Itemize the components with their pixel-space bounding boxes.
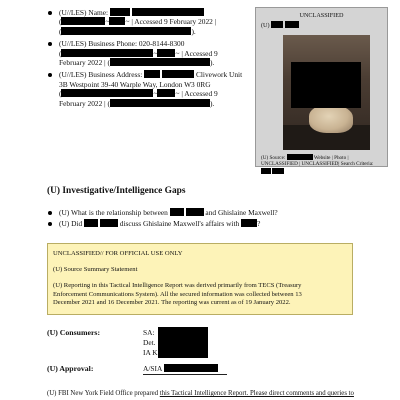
consumers-label: (U) Consumers: (47, 328, 101, 337)
redaction-bar (287, 154, 313, 160)
subject-photo (283, 35, 370, 150)
access-date-text: | Accessed 9 February 2022 | (131, 17, 217, 27)
redaction-bar (261, 168, 271, 174)
redaction-bar (241, 219, 257, 227)
redaction-bar (132, 8, 204, 16)
caption-text: (U) Source: (261, 155, 286, 161)
summary-title: (U) Source Summary Statement (53, 266, 138, 273)
source-summary-box (47, 243, 353, 315)
photo-hand (309, 105, 353, 133)
gap-text: (U) What is the relationship between (59, 208, 168, 217)
consumer-text: SA: (143, 328, 155, 337)
section-heading: (U) Investigative/Intelligence Gaps (47, 186, 186, 196)
gap-item (47, 219, 337, 228)
consumer-text: Det. (143, 338, 156, 347)
redaction-bar (110, 99, 210, 107)
redaction-bar (162, 70, 194, 78)
marking-text: (U) (261, 22, 270, 29)
redaction-bar (285, 21, 299, 28)
gap-item (47, 208, 337, 217)
redaction-bar (186, 208, 204, 216)
approval-underline (143, 374, 227, 375)
gap-text: ? (257, 219, 261, 229)
phone-text: (U//LES) Business Phone: 020-8144-8300 (59, 39, 185, 49)
redaction-bar (144, 70, 160, 78)
consumer-line (143, 328, 158, 338)
photo-caption (261, 154, 385, 175)
redaction-bar (84, 219, 98, 227)
redaction-bar (164, 364, 218, 372)
consumer-text: IA K (143, 348, 158, 357)
gap-text: discuss Ghislaine Maxwell's affairs with (119, 219, 240, 229)
consumer-line (143, 348, 158, 358)
redaction-bar (110, 8, 130, 16)
redaction-bar (271, 21, 283, 28)
photo-marking (261, 21, 299, 30)
consumers-list (143, 328, 158, 358)
access-date-text: February 2022 | (59, 58, 106, 68)
consumer-line (143, 338, 158, 348)
list-item-phone: (U//LES) Business Phone: 020-8144-8300 ( ~ ~ | Accessed 9 February 2022 | ( ). (47, 39, 257, 67)
footer-text-part: this Tactical Intelligence Report. Please direct comments and queries to (159, 390, 354, 397)
redaction-bar (61, 89, 153, 97)
address-label: (U//LES) Business Address: (59, 70, 143, 80)
redaction-bar (272, 168, 284, 174)
identifier-list (47, 8, 257, 111)
box-classification: UNCLASSIFIED// FOR OFFICIAL USE ONLY (53, 250, 183, 257)
redaction-bar (61, 27, 191, 35)
access-date-text: | Accessed 9 (181, 48, 218, 58)
list-item-address: (U//LES) Business Address: Clivework Unit 3B Westpoint 39-40 Warple Way, London W3 0RG ( ~ ~ | Accessed 9 February 2022 | ( ). (47, 70, 257, 108)
photo-classification: UNCLASSIFIED (299, 12, 344, 19)
bullet-icon (48, 42, 52, 46)
footer-text-part: (U) FBI New York Field Office prepared (47, 390, 159, 397)
name-label: (U//LES) Name: (59, 8, 109, 17)
redaction-bar (170, 208, 184, 216)
close-paren-text: ). (191, 26, 196, 36)
list-item-name: (U//LES) Name: ( ~ ~ | Accessed 9 February 2022 | ( ). (47, 8, 257, 36)
caption-text: Website | Photo | (313, 155, 349, 161)
redaction-bar (109, 17, 125, 25)
close-paren-text: ). (209, 98, 215, 108)
face-redaction-bar (291, 62, 361, 108)
approval-label: (U) Approval: (47, 364, 94, 373)
access-date-text: | Accessed 9 (181, 89, 218, 99)
approval-value (143, 364, 218, 373)
bullet-icon (48, 222, 52, 226)
gap-text: (U) Did (59, 219, 83, 229)
summary-text: (U) Reporting in this Tactical Intelligence Report was derived primarily from TECS (Treasury (53, 282, 302, 289)
bullet-icon (48, 211, 52, 215)
photo-panel (255, 7, 388, 167)
bullet-icon (48, 11, 52, 15)
redaction-bar (157, 49, 175, 57)
bullet-icon (48, 73, 52, 77)
access-date-text: February 2022 | (59, 98, 106, 108)
address-text: Clivework Unit (195, 70, 243, 80)
summary-text: December 2021 and 16 December 2021. The reporting was current as of 19 January 2022. (53, 299, 291, 306)
gaps-list (47, 208, 337, 231)
consumers-redaction (158, 327, 208, 358)
caption-text: UNCLASSIFIED | UNCLASSIFIED| Search Criteria: (261, 161, 374, 168)
redaction-bar (110, 58, 210, 66)
redaction-bar (100, 219, 118, 227)
gap-text: and Ghislaine Maxwell? (205, 208, 278, 217)
summary-text: Enforcement Communications System). All the secured information was collected between 13 (53, 290, 302, 298)
address-text: 3B Westpoint 39-40 Warple Way, London W3 0RG (59, 79, 211, 89)
redaction-bar (157, 89, 175, 97)
redaction-bar (61, 17, 105, 25)
close-paren-text: ). (209, 58, 215, 68)
redaction-bar (61, 49, 153, 57)
approval-text: A/SIA (143, 364, 162, 373)
footer-text (47, 389, 397, 398)
